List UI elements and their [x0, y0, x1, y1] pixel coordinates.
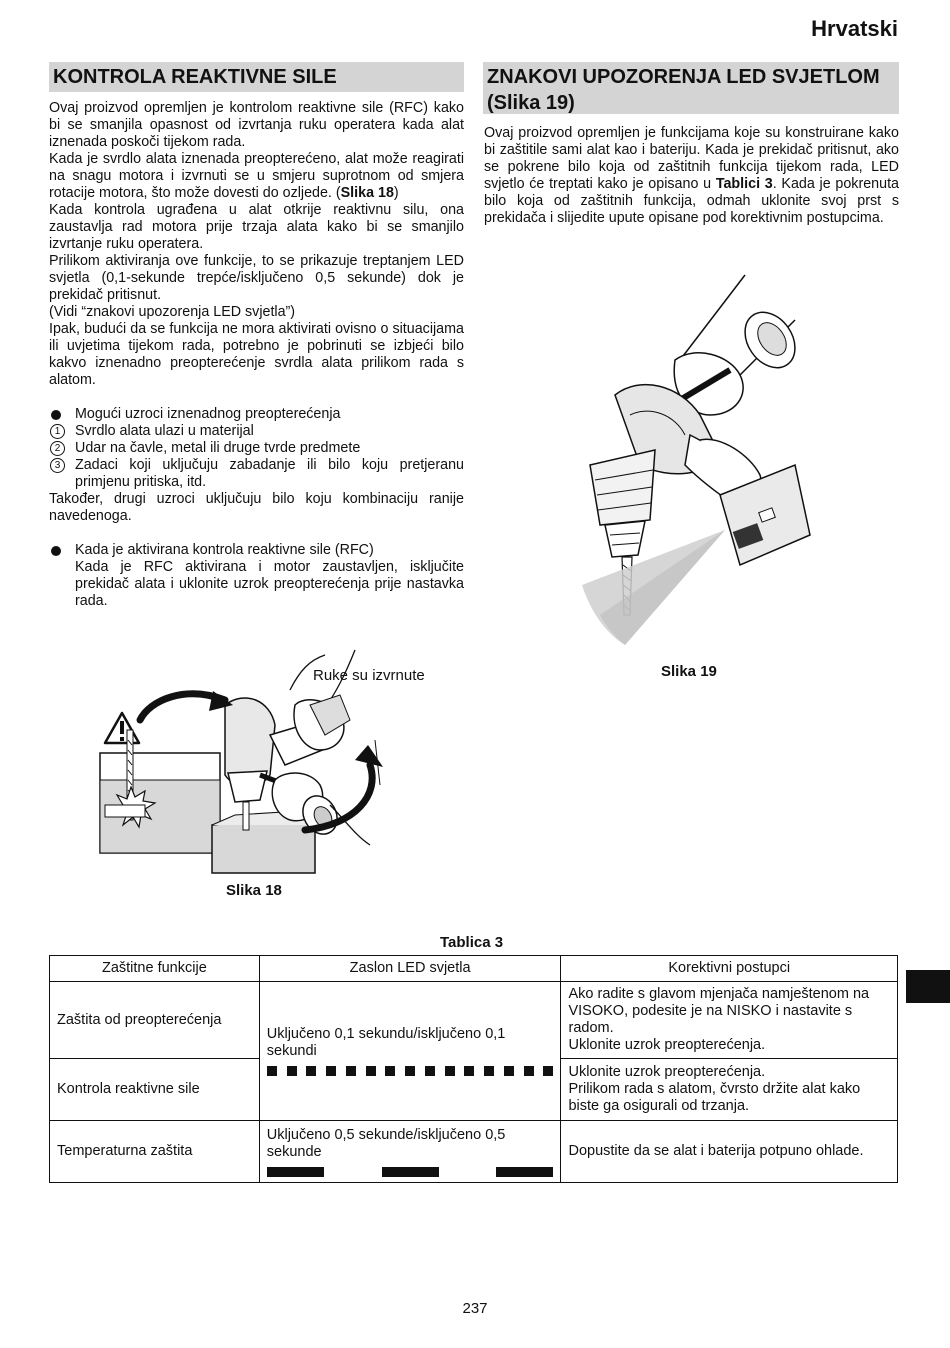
cause-item: 3 Zadaci koji uključuju zabadanje ili bilo koju pretjeranu primjenu pritiska, itd. [49, 457, 464, 491]
page-number: 237 [462, 1300, 488, 1317]
led-display-text: Uključeno 0,5 sekunde/isključeno 0,5 sekunde [266, 1126, 506, 1160]
action-cell: Dopustite da se alat i baterija potpuno ohlade. [561, 1121, 898, 1183]
language-label: Hrvatski [811, 16, 898, 41]
figure-19-caption: Slika 19 [661, 663, 717, 680]
table-header-row [50, 956, 898, 982]
led-display-cell [259, 982, 561, 1121]
action-cell: Ako radite s glavom mjenjača namještenom na VISOKO, podesite je na NISKO i nastavite s radom. Uklonite uzrok preopterećenja. [561, 982, 898, 1059]
table-row [50, 1121, 898, 1183]
paragraph: Ovaj proizvod opremljen je funkcijama koje su konstruirane kako bi zaštitile sami alat kao i bateriju. Kada je prekidač pritisnut, ako se pokrene bilo koja od zaštitnih funkcija tijekom rada, LED svjetlo će treptati kako je opisano u Tablici 3. Kada je pokrenuta bilo koja od zaštitnih funkcija, odmah uklonite svoj prst s prekidača i slijedite upute opisane pod korektivnim postupcima. [484, 125, 899, 226]
table-title: Tablica 3 [440, 934, 504, 951]
led-pattern-long-blinks [267, 1167, 554, 1177]
action-cell: Uklonite uzrok preopterećenja. Prilikom rada s alatom, čvrsto držite alat kako biste ga osigurali od trzanja. [561, 1059, 898, 1121]
paragraph: Ovaj proizvod opremljen je kontrolom reaktivne sile (RFC) kako bi se smanjila opasnost od izvrtanja ruku operatera kada alat iznenada poskoči tijekom rada. [49, 100, 464, 150]
table-row [50, 982, 898, 1059]
figure-18-caption: Slika 18 [226, 882, 282, 899]
paragraph: Također, drugi uzroci uključuju bilo koju kombinaciju ranije navedenoga. [49, 491, 464, 524]
paragraph: Kada je RFC aktivirana i motor zaustavljen, isključite prekidač alata i uklonite uzrok preopterećenja prije nastavka rada. [75, 559, 464, 609]
led-pattern-short-blinks [267, 1066, 554, 1076]
section-title-led-warning: ZNAKOVI UPOZORENJA LED SVJETLOM (Slika 19) [483, 62, 899, 114]
header-cell: Zaslon LED svjetla [259, 956, 561, 982]
paragraph: Prilikom aktiviranja ove funkcije, to se prikazuje treptanjem LED svjetla (0,1-sekunde trepće/isključeno 0,5 sekunde) dok je prekidač pritisnut. [49, 253, 464, 303]
cause-item: 2 Udar na čavle, metal ili druge tvrde predmete [49, 440, 464, 457]
cause-item: 1 Svrdlo alata ulazi u materijal [49, 423, 464, 440]
paragraph: Kada kontrola ugrađena u alat otkrije reaktivnu silu, ona zaustavlja rad motora prije trzaja alata kako bi se smanjilo izvrtanje ruku operatera. [49, 202, 464, 252]
function-cell: Zaštita od preopterećenja [50, 982, 260, 1059]
chapter-tab-marker [906, 970, 950, 1003]
paragraph: Kada je svrdlo alata iznenada preopterećeno, alat može reagirati na snagu motora i izvrnuti se u smjeru suprotnom od smjera rotacije motora, što može dovesti do ozljede. (Slika 18) [49, 151, 464, 201]
bullet-item: Kada je aktivirana kontrola reaktivne sile (RFC) [49, 542, 464, 559]
paragraph: (Vidi “znakovi upozorenja LED svjetla”) [49, 304, 296, 320]
right-column-text [484, 125, 899, 227]
figure-18-label: Ruke su izvrnute [313, 667, 425, 684]
function-cell: Temperaturna zaštita [50, 1121, 260, 1183]
table-3 [49, 955, 898, 1183]
led-display-text: Uključeno 0,1 sekundu/isključeno 0,1 sekundi [266, 1026, 506, 1059]
figure-19-drill-led-illustration [560, 265, 820, 655]
led-display-cell [259, 1121, 561, 1183]
paragraph: Ipak, budući da se funkcija ne mora aktivirati ovisno o situacijama ili uvjetima tijekom rada, potrebno je pobrinuti se izbjeći bilo kakvo iznenadno preopterećenje svrdla alata prilikom rada s alatom. [49, 321, 464, 388]
header-cell: Zaštitne funkcije [50, 956, 260, 982]
header-cell: Korektivni postupci [561, 956, 898, 982]
section-title-rfc: KONTROLA REAKTIVNE SILE [49, 62, 464, 92]
bullet-item: Mogući uzroci iznenadnog preopterećenja [49, 406, 464, 423]
function-cell: Kontrola reaktivne sile [50, 1059, 260, 1121]
left-column-text [49, 100, 464, 610]
